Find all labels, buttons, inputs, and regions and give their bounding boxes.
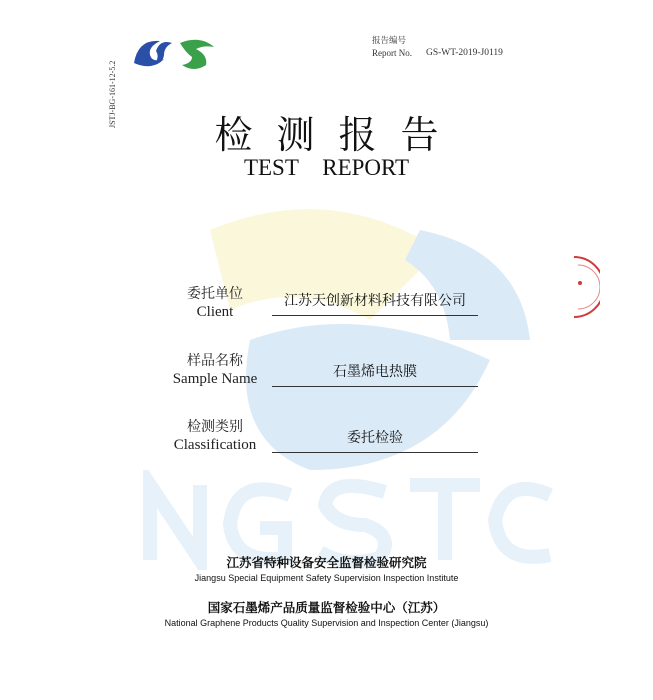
field-classification <box>160 418 490 458</box>
field-sample-name <box>160 352 490 392</box>
field-underline <box>272 386 478 387</box>
document-code: JSTJ-BG-161-12-5.2 <box>108 60 117 128</box>
title-chinese: 检测报告 <box>214 113 463 157</box>
official-seal-icon <box>560 255 600 319</box>
field-underline <box>272 452 478 453</box>
field-label-en: Sample Name <box>172 371 258 387</box>
field-label <box>160 418 270 454</box>
field-label-cn: 检测类别 <box>187 419 243 435</box>
field-label <box>160 285 270 321</box>
report-number-block <box>372 35 503 59</box>
institute-name-cn: 江苏省特种设备安全监督检验研究院 <box>226 555 427 570</box>
field-value: 江苏天创新材料科技有限公司 <box>284 293 466 309</box>
center-name-cn: 国家石墨烯产品质量监督检验中心（江苏） <box>207 600 446 615</box>
field-label-cn: 委托单位 <box>187 286 243 302</box>
institute-logo-icon <box>130 33 218 73</box>
field-label-en: Client <box>196 304 234 320</box>
field-label-cn: 样品名称 <box>187 353 243 369</box>
report-no-label-en: Report No. <box>372 48 412 58</box>
institute-name-en: Jiangsu Special Equipment Safety Supervision Inspection Institute <box>194 573 459 583</box>
field-client <box>160 285 490 325</box>
field-underline <box>272 315 478 316</box>
field-value: 委托检验 <box>347 430 403 446</box>
report-no-label-cn: 报告编号 <box>372 36 407 46</box>
center-name-en: National Graphene Products Quality Supervision and Inspection Center (Jiangsu) <box>164 618 489 628</box>
field-label <box>160 352 270 388</box>
title-english: TEST REPORT <box>243 155 410 180</box>
field-value: 石墨烯电热膜 <box>333 364 417 380</box>
field-label-en: Classification <box>173 437 257 453</box>
report-no-value: GS-WT-2019-J0119 <box>426 48 503 58</box>
